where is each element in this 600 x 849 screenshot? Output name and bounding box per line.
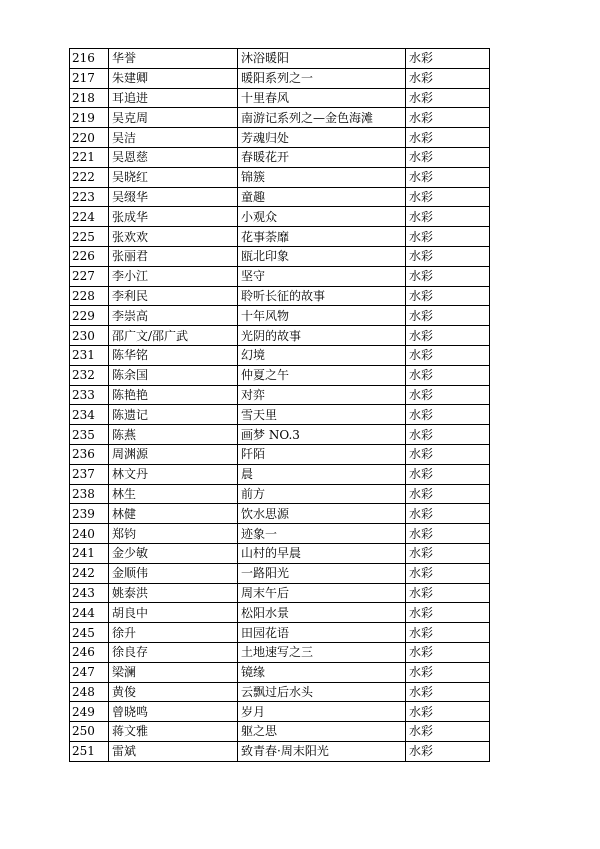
- entry-number-cell: 218: [70, 88, 109, 108]
- entry-number-cell: 223: [70, 187, 109, 207]
- medium-cell: 水彩: [406, 187, 490, 207]
- artist-name-cell: 郑钧: [109, 524, 238, 544]
- artist-name-cell: 吴晓红: [109, 167, 238, 187]
- artwork-title-cell: 致青春·周末阳光: [238, 741, 406, 761]
- table-row: [70, 425, 490, 445]
- entry-number-cell: 225: [70, 227, 109, 247]
- table-row: [70, 306, 490, 326]
- artwork-title-cell: 阡陌: [238, 444, 406, 464]
- medium-cell: 水彩: [406, 147, 490, 167]
- artist-name-cell: 吴克周: [109, 108, 238, 128]
- artist-name-cell: 吴缀华: [109, 187, 238, 207]
- table-row: [70, 345, 490, 365]
- entry-number-cell: 247: [70, 662, 109, 682]
- table-row: [70, 49, 490, 69]
- entry-number-cell: 250: [70, 722, 109, 742]
- table-body: [70, 49, 490, 762]
- artist-name-cell: 胡良中: [109, 603, 238, 623]
- artist-name-cell: 陈遗记: [109, 405, 238, 425]
- medium-cell: 水彩: [406, 563, 490, 583]
- medium-cell: 水彩: [406, 741, 490, 761]
- entry-number-cell: 222: [70, 167, 109, 187]
- table-row: [70, 524, 490, 544]
- table-row: [70, 167, 490, 187]
- artwork-title-cell: 躯之思: [238, 722, 406, 742]
- artwork-title-cell: 沐浴暖阳: [238, 49, 406, 69]
- medium-cell: 水彩: [406, 702, 490, 722]
- entry-number-cell: 226: [70, 246, 109, 266]
- medium-cell: 水彩: [406, 128, 490, 148]
- medium-cell: 水彩: [406, 385, 490, 405]
- artist-name-cell: 林文丹: [109, 464, 238, 484]
- entry-number-cell: 228: [70, 286, 109, 306]
- entry-number-cell: 237: [70, 464, 109, 484]
- artist-name-cell: 林健: [109, 504, 238, 524]
- artwork-title-cell: 仲夏之午: [238, 365, 406, 385]
- medium-cell: 水彩: [406, 227, 490, 247]
- table-row: [70, 563, 490, 583]
- artist-name-cell: 张欢欢: [109, 227, 238, 247]
- artist-name-cell: 李利民: [109, 286, 238, 306]
- table-row: [70, 623, 490, 643]
- medium-cell: 水彩: [406, 326, 490, 346]
- entry-number-cell: 234: [70, 405, 109, 425]
- entry-number-cell: 221: [70, 147, 109, 167]
- table-row: [70, 662, 490, 682]
- table-row: [70, 68, 490, 88]
- entry-number-cell: 233: [70, 385, 109, 405]
- entry-number-cell: 230: [70, 326, 109, 346]
- medium-cell: 水彩: [406, 108, 490, 128]
- artist-name-cell: 耳追进: [109, 88, 238, 108]
- medium-cell: 水彩: [406, 524, 490, 544]
- table-row: [70, 88, 490, 108]
- artist-name-cell: 金少敏: [109, 543, 238, 563]
- artwork-title-cell: 瓯北印象: [238, 246, 406, 266]
- table-row: [70, 187, 490, 207]
- table-row: [70, 583, 490, 603]
- entry-number-cell: 232: [70, 365, 109, 385]
- medium-cell: 水彩: [406, 167, 490, 187]
- table-row: [70, 286, 490, 306]
- artwork-title-cell: 土地速写之三: [238, 642, 406, 662]
- artist-name-cell: 李崇高: [109, 306, 238, 326]
- table-row: [70, 266, 490, 286]
- artist-name-cell: 姚泰洪: [109, 583, 238, 603]
- medium-cell: 水彩: [406, 306, 490, 326]
- table-row: [70, 741, 490, 761]
- table-row: [70, 326, 490, 346]
- medium-cell: 水彩: [406, 246, 490, 266]
- artist-name-cell: 梁澜: [109, 662, 238, 682]
- artwork-title-cell: 幻境: [238, 345, 406, 365]
- table-row: [70, 543, 490, 563]
- table-row: [70, 108, 490, 128]
- table-row: [70, 246, 490, 266]
- table-row: [70, 464, 490, 484]
- artwork-title-cell: 花事荼靡: [238, 227, 406, 247]
- table-row: [70, 405, 490, 425]
- entry-number-cell: 224: [70, 207, 109, 227]
- medium-cell: 水彩: [406, 603, 490, 623]
- artist-name-cell: 金顺伟: [109, 563, 238, 583]
- medium-cell: 水彩: [406, 266, 490, 286]
- entry-number-cell: 246: [70, 642, 109, 662]
- medium-cell: 水彩: [406, 583, 490, 603]
- artist-name-cell: 陈燕: [109, 425, 238, 445]
- artwork-title-cell: 芳魂归处: [238, 128, 406, 148]
- artist-name-cell: 蒋文雅: [109, 722, 238, 742]
- entry-number-cell: 238: [70, 484, 109, 504]
- entry-number-cell: 243: [70, 583, 109, 603]
- artist-name-cell: 张成华: [109, 207, 238, 227]
- artwork-title-cell: 一路阳光: [238, 563, 406, 583]
- medium-cell: 水彩: [406, 345, 490, 365]
- artist-name-cell: 徐升: [109, 623, 238, 643]
- entry-number-cell: 244: [70, 603, 109, 623]
- entry-number-cell: 236: [70, 444, 109, 464]
- artist-name-cell: 朱建卿: [109, 68, 238, 88]
- entry-number-cell: 216: [70, 49, 109, 69]
- entry-number-cell: 248: [70, 682, 109, 702]
- entry-number-cell: 242: [70, 563, 109, 583]
- table-row: [70, 365, 490, 385]
- artist-name-cell: 吴洁: [109, 128, 238, 148]
- artist-name-cell: 曾晓鸣: [109, 702, 238, 722]
- medium-cell: 水彩: [406, 425, 490, 445]
- table-row: [70, 444, 490, 464]
- artwork-title-cell: 南游记系列之—金色海滩: [238, 108, 406, 128]
- table-row: [70, 504, 490, 524]
- entry-number-cell: 219: [70, 108, 109, 128]
- medium-cell: 水彩: [406, 464, 490, 484]
- medium-cell: 水彩: [406, 286, 490, 306]
- artwork-title-cell: 春暖花开: [238, 147, 406, 167]
- medium-cell: 水彩: [406, 365, 490, 385]
- medium-cell: 水彩: [406, 504, 490, 524]
- table-row: [70, 702, 490, 722]
- medium-cell: 水彩: [406, 444, 490, 464]
- medium-cell: 水彩: [406, 543, 490, 563]
- artwork-title-cell: 雪天里: [238, 405, 406, 425]
- entry-number-cell: 239: [70, 504, 109, 524]
- artwork-title-cell: 晨: [238, 464, 406, 484]
- medium-cell: 水彩: [406, 662, 490, 682]
- entry-number-cell: 227: [70, 266, 109, 286]
- medium-cell: 水彩: [406, 484, 490, 504]
- entry-number-cell: 220: [70, 128, 109, 148]
- medium-cell: 水彩: [406, 642, 490, 662]
- artist-name-cell: 雷斌: [109, 741, 238, 761]
- artwork-title-cell: 十里春风: [238, 88, 406, 108]
- artist-name-cell: 陈艳艳: [109, 385, 238, 405]
- entry-number-cell: 235: [70, 425, 109, 445]
- artwork-title-cell: 松阳水景: [238, 603, 406, 623]
- medium-cell: 水彩: [406, 623, 490, 643]
- artist-name-cell: 吴恩慈: [109, 147, 238, 167]
- artwork-title-cell: 山村的早晨: [238, 543, 406, 563]
- entry-number-cell: 229: [70, 306, 109, 326]
- artwork-title-cell: 十年风物: [238, 306, 406, 326]
- artwork-title-cell: 锦簇: [238, 167, 406, 187]
- artwork-title-cell: 周末午后: [238, 583, 406, 603]
- artwork-title-cell: 岁月: [238, 702, 406, 722]
- entry-number-cell: 217: [70, 68, 109, 88]
- medium-cell: 水彩: [406, 722, 490, 742]
- artwork-title-cell: 聆听长征的故事: [238, 286, 406, 306]
- entry-number-cell: 251: [70, 741, 109, 761]
- artist-name-cell: 黄俊: [109, 682, 238, 702]
- table-row: [70, 722, 490, 742]
- table-row: [70, 147, 490, 167]
- artist-name-cell: 华誉: [109, 49, 238, 69]
- artwork-title-cell: 对弈: [238, 385, 406, 405]
- artwork-table: [69, 48, 490, 762]
- medium-cell: 水彩: [406, 88, 490, 108]
- artist-name-cell: 陈余国: [109, 365, 238, 385]
- table-row: [70, 484, 490, 504]
- document-page: [69, 48, 489, 762]
- artist-name-cell: 林生: [109, 484, 238, 504]
- entry-number-cell: 241: [70, 543, 109, 563]
- artwork-title-cell: 光阴的故事: [238, 326, 406, 346]
- artwork-title-cell: 小观众: [238, 207, 406, 227]
- artwork-title-cell: 童趣: [238, 187, 406, 207]
- artwork-title-cell: 坚守: [238, 266, 406, 286]
- table-row: [70, 385, 490, 405]
- entry-number-cell: 240: [70, 524, 109, 544]
- artist-name-cell: 张丽君: [109, 246, 238, 266]
- artist-name-cell: 徐良存: [109, 642, 238, 662]
- entry-number-cell: 249: [70, 702, 109, 722]
- table-row: [70, 227, 490, 247]
- artwork-title-cell: 前方: [238, 484, 406, 504]
- artwork-title-cell: 饮水思源: [238, 504, 406, 524]
- entry-number-cell: 231: [70, 345, 109, 365]
- table-row: [70, 207, 490, 227]
- artist-name-cell: 陈华铭: [109, 345, 238, 365]
- table-row: [70, 682, 490, 702]
- artwork-title-cell: 迹象一: [238, 524, 406, 544]
- table-row: [70, 128, 490, 148]
- table-row: [70, 642, 490, 662]
- table-row: [70, 603, 490, 623]
- artwork-title-cell: 镜缘: [238, 662, 406, 682]
- artist-name-cell: 李小江: [109, 266, 238, 286]
- medium-cell: 水彩: [406, 49, 490, 69]
- medium-cell: 水彩: [406, 405, 490, 425]
- medium-cell: 水彩: [406, 682, 490, 702]
- artist-name-cell: 邵广文/邵广武: [109, 326, 238, 346]
- artwork-title-cell: 云飘过后水头: [238, 682, 406, 702]
- artwork-title-cell: 田园花语: [238, 623, 406, 643]
- medium-cell: 水彩: [406, 68, 490, 88]
- medium-cell: 水彩: [406, 207, 490, 227]
- entry-number-cell: 245: [70, 623, 109, 643]
- artist-name-cell: 周渊源: [109, 444, 238, 464]
- artwork-title-cell: 暖阳系列之一: [238, 68, 406, 88]
- artwork-title-cell: 画梦 NO.3: [238, 425, 406, 445]
